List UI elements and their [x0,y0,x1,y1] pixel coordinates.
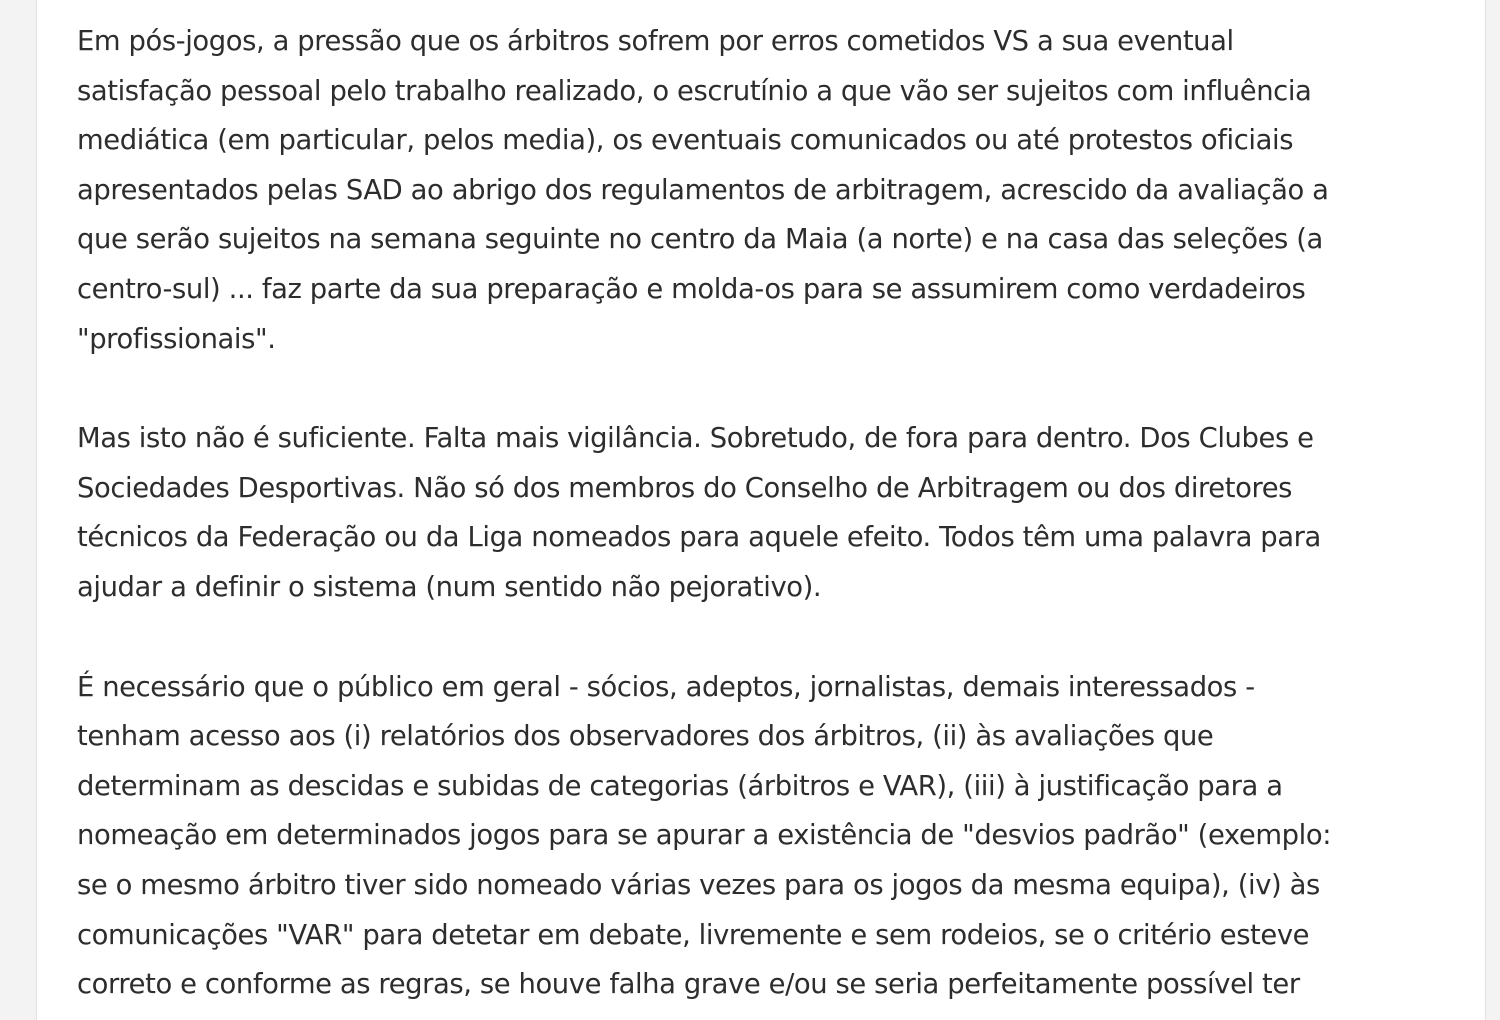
text-line: que serão sujeitos na semana seguinte no centro da Maia (a norte) e na casa das seleções (a [77,224,1323,256]
paragraph-public-access [77,663,1452,1010]
text-line: Mas isto não é suficiente. Falta mais vigilância. Sobretudo, de fora para dentro. Dos Clubes e [77,423,1314,455]
text-line: centro-sul) ... faz parte da sua preparação e molda-os para se assumirem como verdadeiros [77,273,1306,305]
text-line: ajudar a definir o sistema (num sentido não pejorativo). [77,571,822,603]
paragraph-spacer [77,613,1452,663]
text-line: satisfação pessoal pelo trabalho realizado, o escrutínio a que vão ser sujeitos com influência [77,75,1312,107]
text-line: mediática (em particular, pelos media), os eventuais comunicados ou até protestos oficiais [77,125,1294,157]
text-line: É necessário que o público em geral - sócios, adeptos, jornalistas, demais interessados - [77,671,1255,703]
article-body [77,17,1452,1010]
article-card [36,0,1486,1020]
text-line: comunicações "VAR" para detetar em debate, livremente e sem rodeios, se o critério esteve [77,919,1310,951]
text-line: nomeação em determinados jogos para se apurar a existência de "desvios padrão" (exemplo: [77,820,1332,852]
text-line: Em pós-jogos, a pressão que os árbitros sofrem por erros cometidos VS a sua eventual [77,26,1234,57]
text-line: correto e conforme as regras, se houve falha grave e/ou se seria perfeitamente possível ter [77,969,1300,1001]
text-line: apresentados pelas SAD ao abrigo dos regulamentos de arbitragem, acrescido da avaliação a [77,174,1329,206]
paragraph-post-match [77,17,1452,364]
text-line: "profissionais". [77,323,276,355]
paragraph-spacer [77,364,1452,414]
text-line: técnicos da Federação ou da Liga nomeados para aquele efeito. Todos têm uma palavra para [77,522,1321,554]
text-line: determinam as descidas e subidas de categorias (árbitros e VAR), (iii) à justificação para a [77,770,1283,802]
paragraph-vigilance [77,414,1452,612]
text-line: se o mesmo árbitro tiver sido nomeado várias vezes para os jogos da mesma equipa), (iv) às [77,869,1320,901]
text-line: tenham acesso aos (i) relatórios dos observadores dos árbitros, (ii) às avaliações que [77,721,1214,753]
text-line: Sociedades Desportivas. Não só dos membros do Conselho de Arbitragem ou dos diretores [77,472,1293,504]
